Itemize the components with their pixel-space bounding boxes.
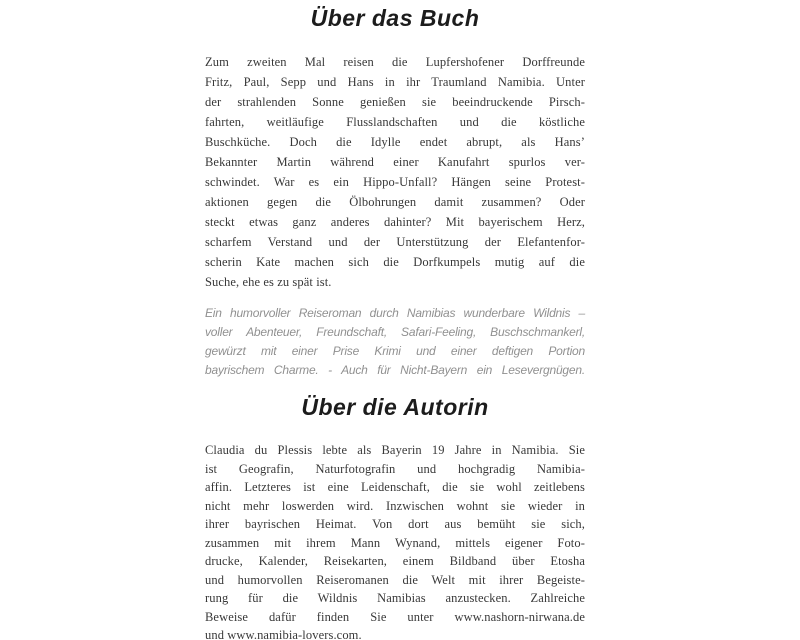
text-line: affin. Letzteres ist eine Leidenschaft, die sie wohl zeitlebens: [205, 480, 585, 494]
text-line: und www.namibia-lovers.com.: [205, 628, 362, 640]
text-line: rung für die Wildnis Namibias anzustecken. Zahlreiche: [205, 591, 585, 605]
about-book-heading: Über das Buch: [310, 5, 480, 31]
text-line: steckt etwas ganz anderes dahinter? Mit bayerischem Herz,: [205, 215, 585, 229]
text-line: Suche, ehe es zu spät ist.: [205, 275, 332, 289]
text-line: drucke, Kalender, Reisekarten, einem Bildband über Etosha: [205, 554, 585, 568]
text-line: Buschküche. Doch die Idylle endet abrupt, als Hans’: [205, 135, 585, 149]
text-line: scharfem Verstand und der Unterstützung der Elefantenfor-: [205, 235, 585, 249]
book-description-paragraph: [205, 52, 585, 292]
text-line: ist Geografin, Naturfotografin und hochgradig Namibia-: [205, 461, 585, 476]
text-line: schwindet. War es ein Hippo-Unfall? Hängen seine Protest-: [205, 175, 585, 189]
text-line: Ein humorvoller Reiseroman durch Namibias wunderbare Wildnis –: [205, 306, 585, 320]
text-line: scherin Kate machen sich die Dorfkumpels mutig auf die: [205, 255, 585, 269]
book-tagline-paragraph: [205, 304, 585, 380]
text-line: Fritz, Paul, Sepp und Hans in ihr Traumland Namibia. Unter: [205, 75, 585, 89]
text-line: nicht mehr loswerden wird. Inzwischen wohnt sie wieder in: [205, 498, 585, 513]
text-line: der strahlenden Sonne genießen sie beeindruckende Pirsch-: [205, 95, 585, 109]
text-line: Zum zweiten Mal reisen die Lupfershofener Dorffreunde: [205, 55, 585, 69]
text-line: Bekannter Martin während einer Kanufahrt spurlos ver-: [205, 155, 585, 169]
text-line: fahrten, weitläufige Flusslandschaften und die köstliche: [205, 115, 585, 129]
text-line: und humorvollen Reiseromanen die Welt mit ihrer Begeiste-: [205, 572, 585, 587]
text-line: ihrer bayrischen Heimat. Von dort aus bemüht sie sich,: [205, 517, 585, 531]
author-bio-paragraph: [205, 441, 585, 640]
about-author-heading: Über die Autorin: [301, 394, 489, 420]
text-line: aktionen gegen die Ölbohrungen damit zusammen? Oder: [205, 195, 585, 209]
text-line: gewürzt mit einer Prise Krimi und einer deftigen Portion: [205, 344, 585, 358]
text-line: Beweise dafür finden Sie unter www.nashorn-nirwana.de: [205, 609, 585, 624]
text-line: voller Abenteuer, Freundschaft, Safari-Feeling, Buschschmankerl,: [205, 325, 585, 339]
text-line: zusammen mit ihrem Mann Wynand, mittels eigener Foto-: [205, 535, 585, 550]
text-line: Claudia du Plessis lebte als Bayerin 19 Jahre in Namibia. Sie: [205, 443, 585, 457]
text-line: bayrischem Charme. - Auch für Nicht-Bayern ein Lesevergnügen.: [205, 363, 585, 377]
